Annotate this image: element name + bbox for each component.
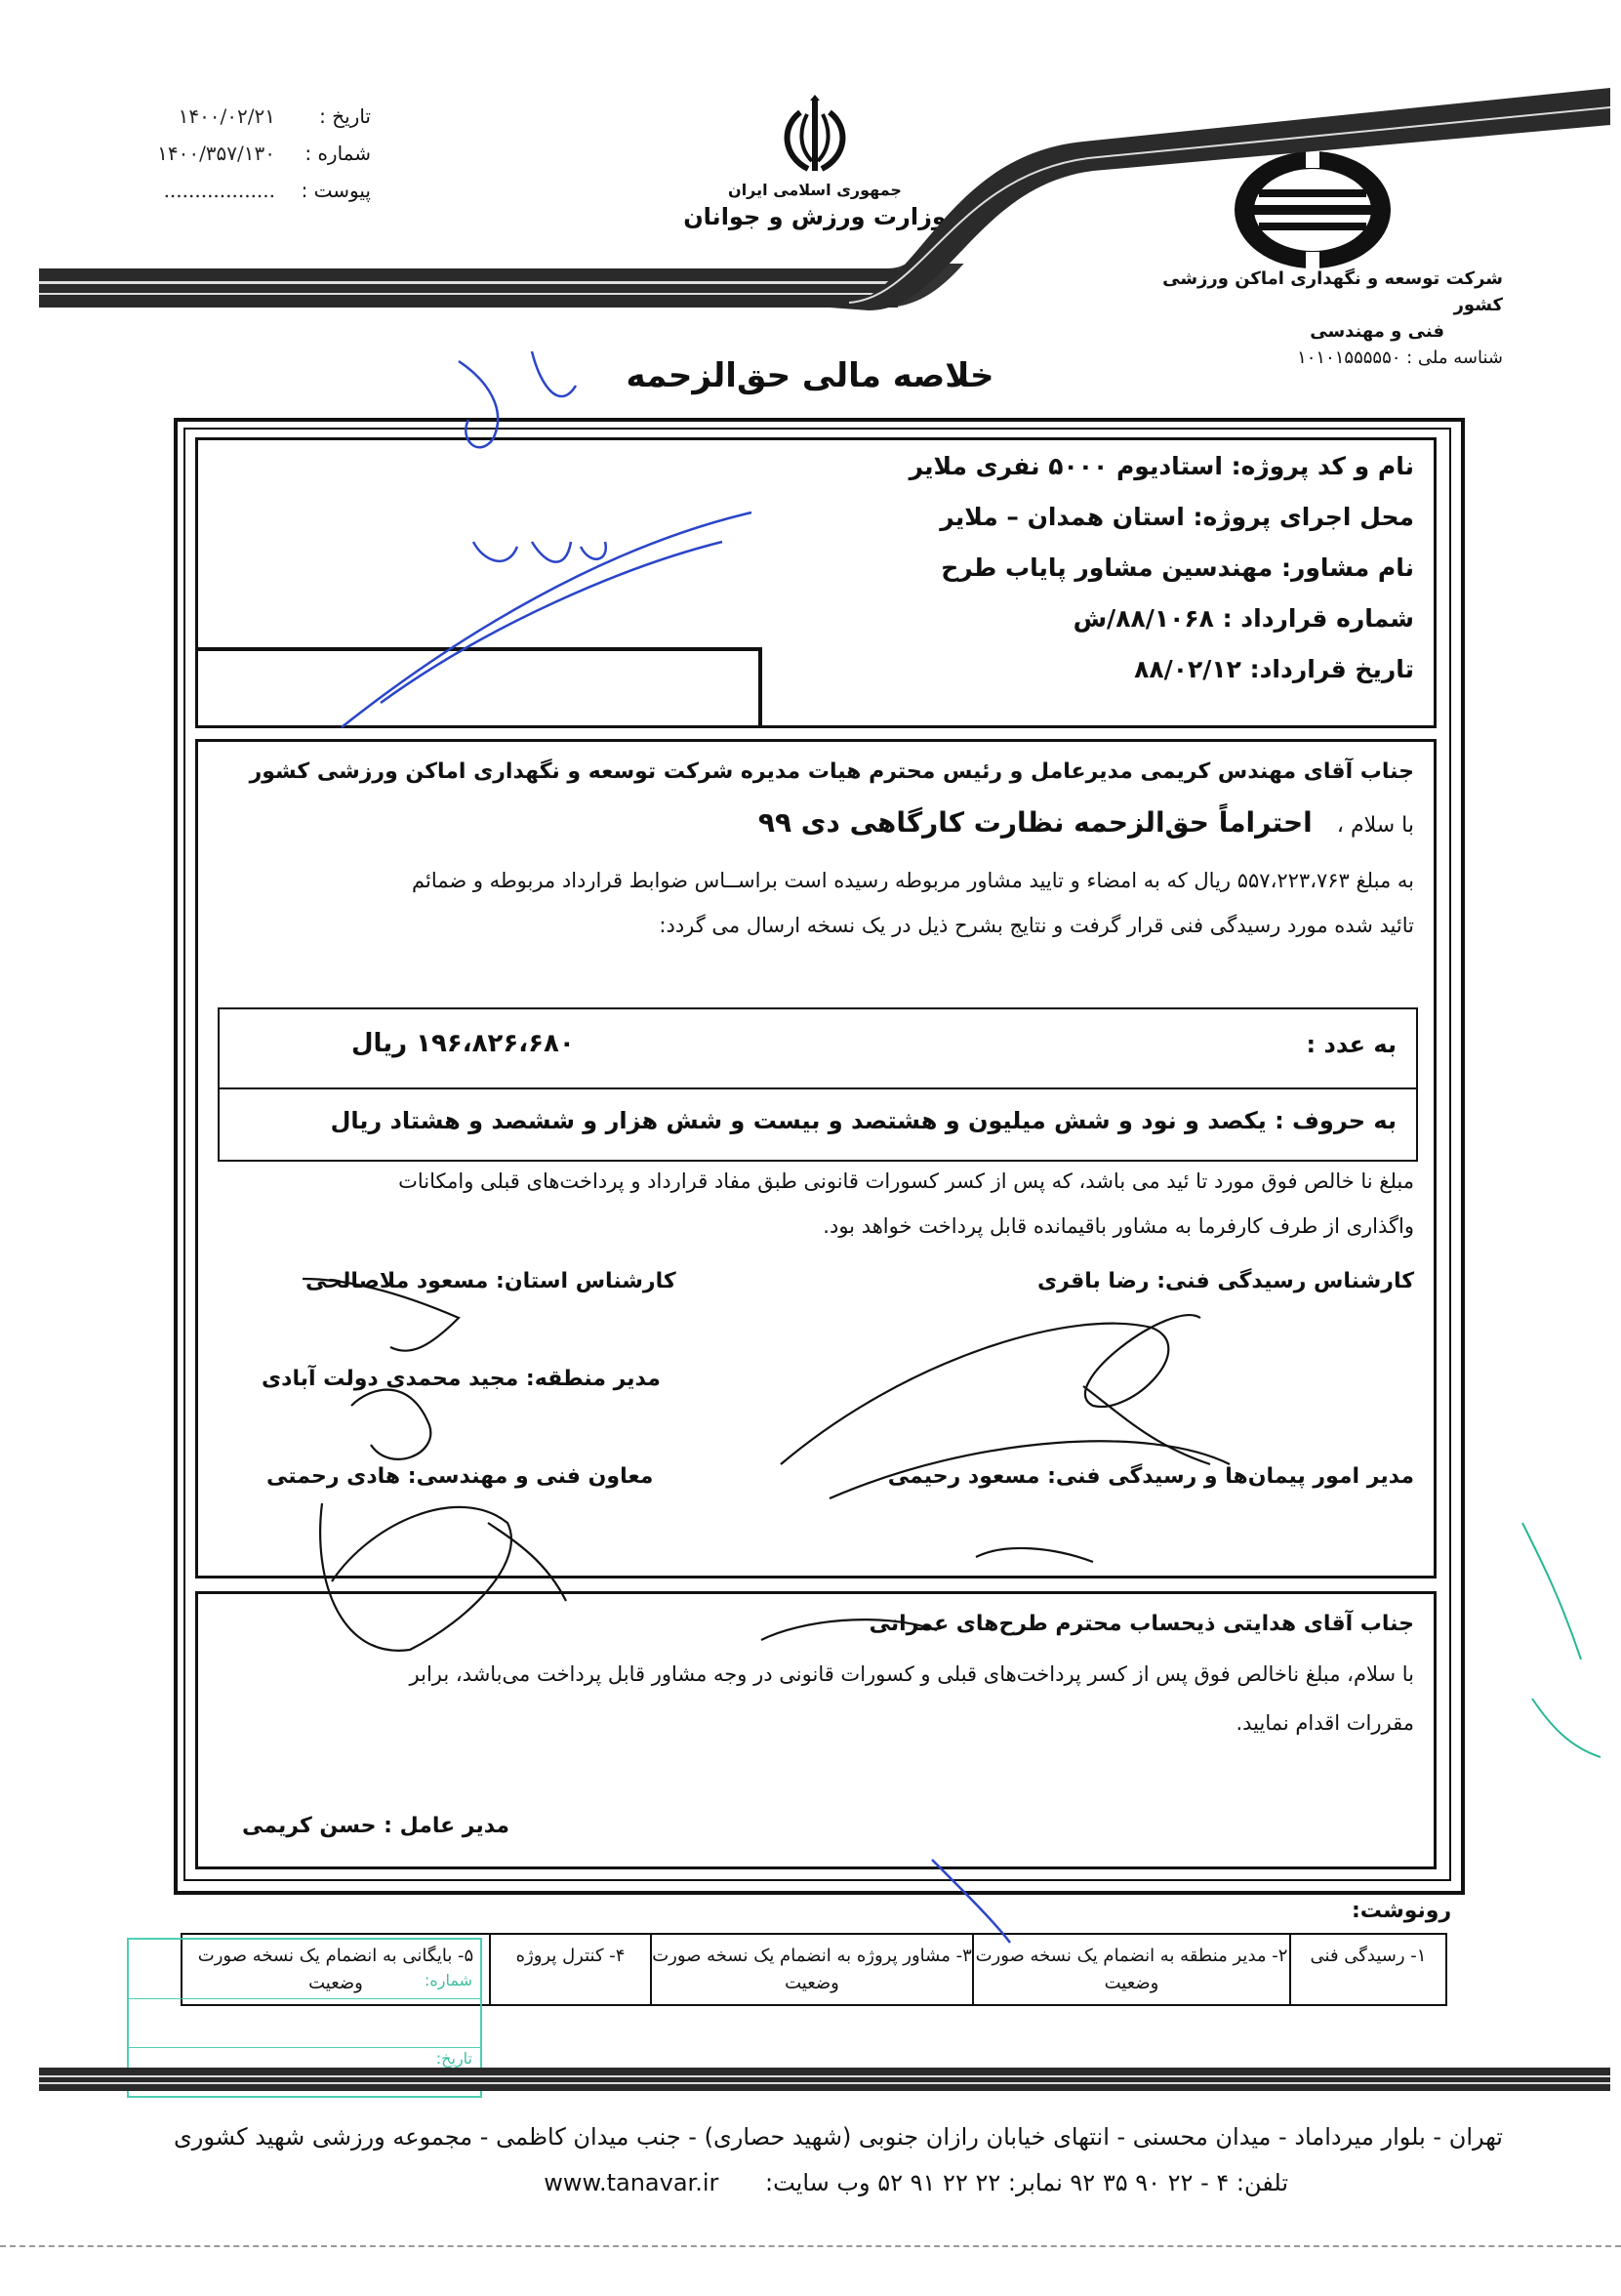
date-label: تاریخ : bbox=[319, 104, 371, 128]
attachment-label: پیوست : bbox=[301, 179, 371, 202]
ministry-name: وزارت ورزش و جوانان bbox=[683, 203, 947, 230]
stamp-divider bbox=[129, 1998, 480, 1999]
sig-tech-reviewer: کارشناس رسیدگی فنی: رضا باقری bbox=[1036, 1269, 1414, 1293]
company-name: شرکت توسعه و نگهداری اماکن ورزشی کشور bbox=[1162, 268, 1503, 315]
distribution-cell: ۲- مدیر منطقه به انضمام یک نسخه صورت وضعیت bbox=[972, 1935, 1289, 2004]
amount-number-label: به عدد : bbox=[1306, 1031, 1397, 1058]
footer-phones: تلفن: ۴ - ۲۲ ۹۰ ۳۵ ۹۲ نمابر: ۲۲ ۲۲ ۹۱ ۵۲ وب سایت: bbox=[765, 2169, 1288, 2196]
distribution-cell: ۵- بایگانی به انضمام یک نسخه صورت وضعیت bbox=[197, 1946, 474, 1993]
project-inset-box bbox=[198, 647, 762, 725]
letter-greeting: با سلام ، bbox=[1336, 813, 1414, 838]
letter-section bbox=[195, 739, 1437, 1578]
green-stamp-marks bbox=[1522, 1523, 1601, 1757]
stamp-divider bbox=[129, 2047, 480, 2048]
letter-subject: احتراماً حق‌الزحمه نظارت کارگاهی دی ۹۹ bbox=[757, 806, 1313, 839]
footer-address: تهران - بلوار میرداماد - میدان محسنی - انتهای خیابان رازان جنوبی (شهید حصاری) - جنب میدان کاظمی - مجموعه ورزشی شهید کشوری bbox=[173, 2123, 1503, 2151]
sig-province-expert: کارشناس استان: مسعود ملاصالحی bbox=[305, 1269, 676, 1293]
amount-words: به حروف : یکصد و نود و شش میلیون و هشتصد و بیست و شش هزار و ششصد و هشتاد ریال bbox=[330, 1107, 1397, 1134]
letter-addressee: جناب آقای مهندس کریمی مدیرعامل و رئیس محترم هیات مدیره شرکت توسعه و نگهداری اماکن ورزشی کشور bbox=[249, 759, 1414, 784]
company-dept: فنی و مهندسی bbox=[1310, 321, 1444, 342]
note-line2: واگذاری از طرف کارفرما به مشاور باقیمانده قابل پرداخت خواهد بود. bbox=[823, 1214, 1414, 1238]
footer-website: www.tanavar.ir bbox=[544, 2169, 719, 2196]
date-row bbox=[39, 98, 371, 135]
amount-box bbox=[218, 1007, 1418, 1162]
number-label: شماره : bbox=[304, 142, 371, 165]
ceo-signature: مدیر عامل : حسن کریمی bbox=[242, 1814, 510, 1838]
contract-date: تاریخ قرارداد: ۸۸/۰۲/۱۲ bbox=[1134, 655, 1414, 683]
amount-divider bbox=[220, 1087, 1416, 1089]
attachment-row bbox=[39, 172, 371, 209]
project-consultant: نام مشاور: مهندسین مشاور پایاب طرح bbox=[941, 554, 1414, 582]
finance-section bbox=[195, 1591, 1437, 1869]
national-id: شناسه ملی : ۱۰۱۰۱۵۵۵۵۵۰ bbox=[1297, 348, 1503, 368]
number-row bbox=[39, 135, 371, 172]
finance-addressee: جناب آقای هدایتی ذیحساب محترم طرح‌های عمرانی bbox=[869, 1612, 1414, 1636]
sig-regional-manager: مدیر منطقه: مجید محمدی دولت آبادی bbox=[262, 1367, 661, 1391]
document-title: خلاصه مالی حق‌الزحمه bbox=[626, 356, 994, 395]
letter-meta bbox=[39, 98, 371, 209]
letter-body-line2: تائید شده مورد رسیدگی فنی قرار گرفت و نتایج بشرح ذیل در یک نسخه ارسال می گردد: bbox=[659, 914, 1414, 937]
finance-body-line1: با سلام، مبلغ ناخالص فوق پس از کسر پرداخت‌های قبلی و کسورات قانونی در وجه مشاور قابل پرداخت می‌باشد، برابر bbox=[409, 1662, 1414, 1686]
sig-contracts-manager: مدیر امور پیمان‌ها و رسیدگی فنی: مسعود رحیمی bbox=[887, 1464, 1414, 1489]
footer-band bbox=[39, 2068, 1610, 2091]
amount-number: ۱۹۶،۸۲۶،۶۸۰ ریال bbox=[351, 1029, 575, 1058]
distribution-title: رونوشت: bbox=[1352, 1899, 1452, 1923]
project-name: نام و کد پروژه: استادیوم ۵۰۰۰ نفری ملایر bbox=[909, 452, 1414, 480]
company-info bbox=[1113, 266, 1503, 371]
sig-tech-deputy: معاون فنی و مهندسی: هادی رحمتی bbox=[266, 1464, 654, 1489]
finance-body-line2: مقررات اقدام نمایید. bbox=[1236, 1711, 1414, 1735]
project-location: محل اجرای پروژه: استان همدان – ملایر bbox=[940, 503, 1414, 531]
distribution-cell: ۱- رسیدگی فنی bbox=[1289, 1935, 1445, 2004]
letter-body-line1: به مبلغ ۵۵۷،۲۲۳،۷۶۳ ریال که به امضاء و تایید مشاور مربوطه رسیده است براســاس ضوابط قرارداد مربوطه و ضمائم bbox=[412, 869, 1414, 892]
date-value: ۱۴۰۰/۰۲/۲۱ bbox=[178, 104, 275, 128]
stamp-date-label: تاریخ: bbox=[435, 2049, 472, 2068]
distribution-cell: ۴- کنترل پروژه bbox=[489, 1935, 650, 2004]
note-line1: مبلغ نا خالص فوق مورد تا ئید می باشد، که پس از کسر کسورات قانونی طبق مفاد قرارداد و پرداخت‌های قبلی وامکانات bbox=[398, 1169, 1414, 1193]
distribution-cell: ۳- مشاور پروژه به انضمام یک نسخه صورت وضعیت bbox=[650, 1935, 972, 2004]
page-cut-line bbox=[0, 2245, 1621, 2247]
attachment-value: .................. bbox=[163, 179, 275, 202]
project-info-section bbox=[195, 437, 1437, 728]
footer-contact bbox=[127, 2169, 1288, 2196]
letter-subject-line bbox=[758, 806, 1414, 839]
number-value: ۱۴۰۰/۳۵۷/۱۳۰ bbox=[157, 142, 275, 165]
contract-number: شماره قرارداد : ۸۸/۱۰۶۸/ش bbox=[1073, 604, 1414, 633]
stamp-number-label: شماره: bbox=[424, 1971, 472, 1989]
gov-name: جمهوری اسلامی ایران bbox=[728, 181, 902, 199]
